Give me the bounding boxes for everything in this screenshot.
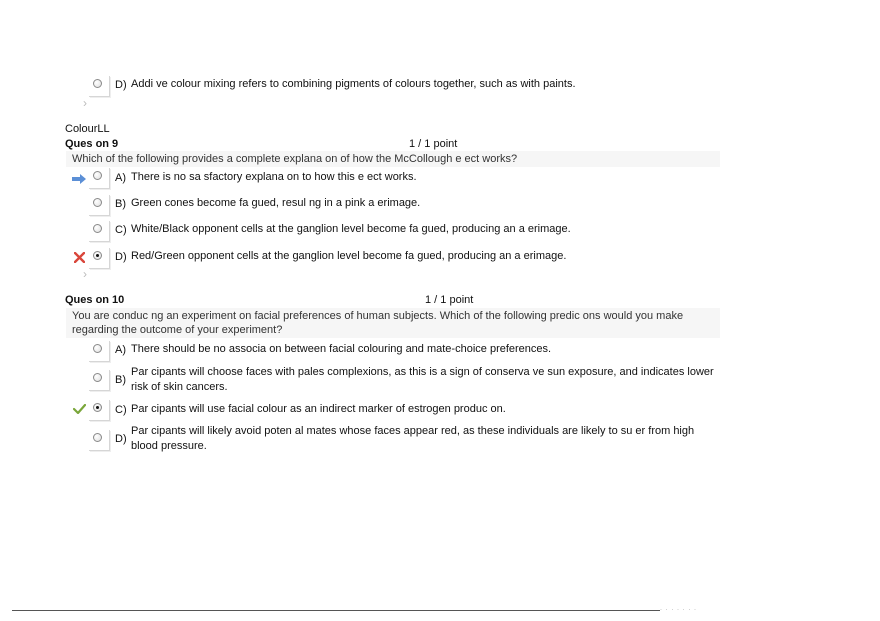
prompt-line: You are conduc ng an experiment on facial preferences of human subjects. Which of the following predic ons would you make (72, 310, 684, 322)
option-letter: D) (115, 79, 127, 91)
option-text-line: risk of skin cancers. (131, 381, 228, 393)
option-text: There should be no associa on between facial colouring and mate-choice preferences. (131, 343, 552, 355)
option-letter: B) (115, 198, 126, 210)
radio-q10-d[interactable] (93, 433, 102, 442)
option-letter: A) (115, 344, 126, 356)
radio-q9-a[interactable] (93, 171, 102, 180)
radio-box-prev-d (89, 76, 110, 97)
question-10-score: 1 / 1 point (425, 294, 474, 306)
option-letter: D) (115, 251, 127, 263)
question-9-label: Ques on 9 (65, 138, 119, 150)
radio-box-q9-b (89, 195, 110, 216)
radio-box-q10-a (89, 341, 110, 362)
option-letter: C) (115, 404, 127, 416)
option-letter: B) (115, 374, 126, 386)
option-text: White/Black opponent cells at the ganglion level become fa gued, producing an a erimage. (131, 223, 571, 235)
arrow-icon (72, 174, 86, 187)
option-letter: A) (115, 172, 126, 184)
question-10-prompt (66, 308, 720, 338)
radio-prev-d[interactable] (93, 79, 102, 88)
radio-box-q10-b (89, 370, 110, 391)
radio-q9-d[interactable] (93, 251, 102, 260)
question-10-label: Ques on 10 (65, 294, 125, 306)
option-text: There is no sa sfactory explana on to how this e ect works. (131, 171, 417, 183)
check-icon (73, 404, 86, 417)
cross-icon (74, 252, 85, 266)
radio-q10-a[interactable] (93, 344, 102, 353)
option-text-line: Par cipants will choose faces with pales complexions, as this is a sign of conserva ve sun exposure, and indicates lower (131, 366, 714, 378)
chevron-right-icon[interactable]: › (83, 267, 87, 281)
option-text-line: Par cipants will likely avoid poten al mates whose faces appear red, as these individuals are likely to su er from high (131, 425, 695, 437)
option-text: Red/Green opponent cells at the ganglion level become fa gued, producing an a erimage. (131, 250, 567, 262)
radio-box-q9-c (89, 221, 110, 242)
question-9-prompt: Which of the following provides a complete explana on of how the McCollough e ect works? (66, 151, 720, 167)
radio-q9-b[interactable] (93, 198, 102, 207)
radio-q10-b[interactable] (93, 373, 102, 382)
option-letter: C) (115, 224, 127, 236)
radio-box-q10-d (89, 430, 110, 451)
radio-box-q9-d (89, 248, 110, 269)
radio-box-q10-c (89, 400, 110, 421)
footer-divider (12, 610, 660, 611)
radio-q9-c[interactable] (93, 224, 102, 233)
section-label: ColourLL (65, 123, 110, 135)
footer-dots: · · · · · · · (660, 607, 697, 613)
option-letter: D) (115, 433, 127, 445)
option-text: Addi ve colour mixing refers to combining pigments of colours together, such as with paints. (131, 78, 576, 90)
question-9-score: 1 / 1 point (409, 138, 458, 150)
option-text: Par cipants will use facial colour as an indirect marker of estrogen produc on. (131, 403, 506, 415)
prompt-line: regarding the outcome of your experiment? (72, 324, 283, 336)
radio-q10-c[interactable] (93, 403, 102, 412)
option-text-line: blood pressure. (131, 440, 207, 452)
option-text: Green cones become fa gued, resul ng in a pink a erimage. (131, 197, 421, 209)
radio-box-q9-a (89, 168, 110, 189)
chevron-right-icon[interactable]: › (83, 96, 87, 110)
